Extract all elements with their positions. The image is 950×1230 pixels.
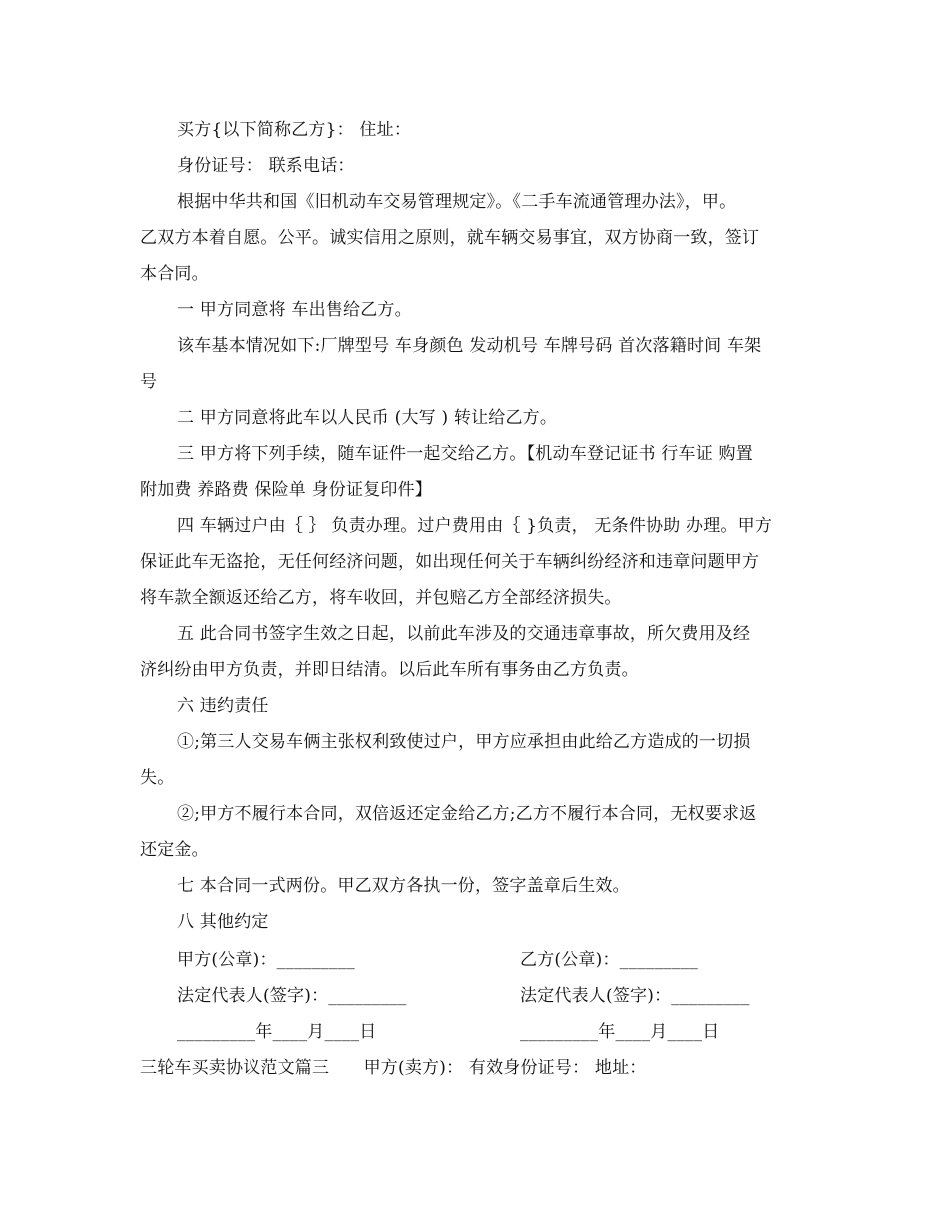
buyer-info-line: 买方{以下简称乙方}： 住址：: [177, 120, 412, 140]
clause-8: 八 其他约定: [177, 912, 269, 932]
paragraph-intro-line-3: 本合同。: [140, 264, 209, 284]
clause-1: 一 甲方同意将 车出售给乙方。: [177, 300, 412, 320]
clause-4-line-3: 将车款全额返还给乙方，将车收回，并包赔乙方全部经济损失。: [140, 588, 622, 608]
clause-2: 二 甲方同意将此车以人民币 (大写 ) 转让给乙方。: [177, 408, 558, 428]
vehicle-info-line-2: 号: [140, 372, 158, 392]
paragraph-intro-line-2: 乙双方本着自愿。公平。诚实信用之原则，就车辆交易事宜，双方协商一致，签订: [140, 228, 760, 248]
id-phone-line: 身份证号： 联系电话：: [177, 156, 355, 176]
clause-5-line-2: 济纠纷由甲方负责，并即日结清。以后此车所有事务由乙方负责。: [140, 660, 639, 680]
clause-4-line-2: 保证此车无盗抢，无任何经济问题，如出现任何关于车辆纠纷经济和违章问题甲方: [140, 552, 760, 572]
clause-7: 七 本合同一式两份。甲乙双方各执一份，签字盖章后生效。: [177, 876, 630, 896]
party-a-seal-field: 甲方(公章)：_________: [177, 950, 355, 970]
party-b-rep-field: 法定代表人(签字)：_________: [520, 986, 750, 1006]
clause-6-heading: 六 违约责任: [177, 696, 269, 716]
clause-4-line-1: 四 车辆过户由｛ ｝ 负责办理。过户费用由｛ }负责， 无条件协助 办理。甲方: [177, 516, 773, 536]
party-b-date-field: _________年____月____日: [520, 1022, 720, 1042]
clause-3-line-2: 附加费 养路费 保险单 身份证复印件】: [140, 480, 433, 500]
party-a-date-field: _________年____月____日: [177, 1022, 377, 1042]
clause-6-item-1-line-1: ①;第三人交易车俩主张权利致使过户，甲方应承担由此给乙方造成的一切损: [177, 732, 751, 752]
vehicle-info-line-1: 该车基本情况如下:厂牌型号 车身颜色 发动机号 车牌号码 首次落籍时间 车架: [177, 336, 762, 356]
clause-6-item-2-line-1: ②;甲方不履行本合同，双倍返还定金给乙方;乙方不履行本合同，无权要求返: [177, 804, 757, 824]
party-b-seal-field: 乙方(公章)：_________: [520, 950, 698, 970]
clause-3-line-1: 三 甲方将下列手续，随车证件一起交给乙方。【机动车登记证书 行车证 购置: [177, 444, 753, 464]
party-a-rep-field: 法定代表人(签字)：_________: [177, 986, 407, 1006]
clause-6-item-2-line-2: 还定金。: [140, 840, 209, 860]
clause-6-item-1-line-2: 失。: [140, 768, 175, 788]
clause-5-line-1: 五 此合同书签字生效之日起，以前此车涉及的交通违章事故，所欠费用及经: [177, 624, 751, 644]
paragraph-intro-line-1: 根据中华共和国《旧机动车交易管理规定》。《二手车流通管理办法》，甲。: [177, 192, 737, 212]
next-section-heading-line: 三轮车买卖协议范文篇三 甲方(卖方)： 有效身份证号： 地址：: [140, 1058, 647, 1078]
